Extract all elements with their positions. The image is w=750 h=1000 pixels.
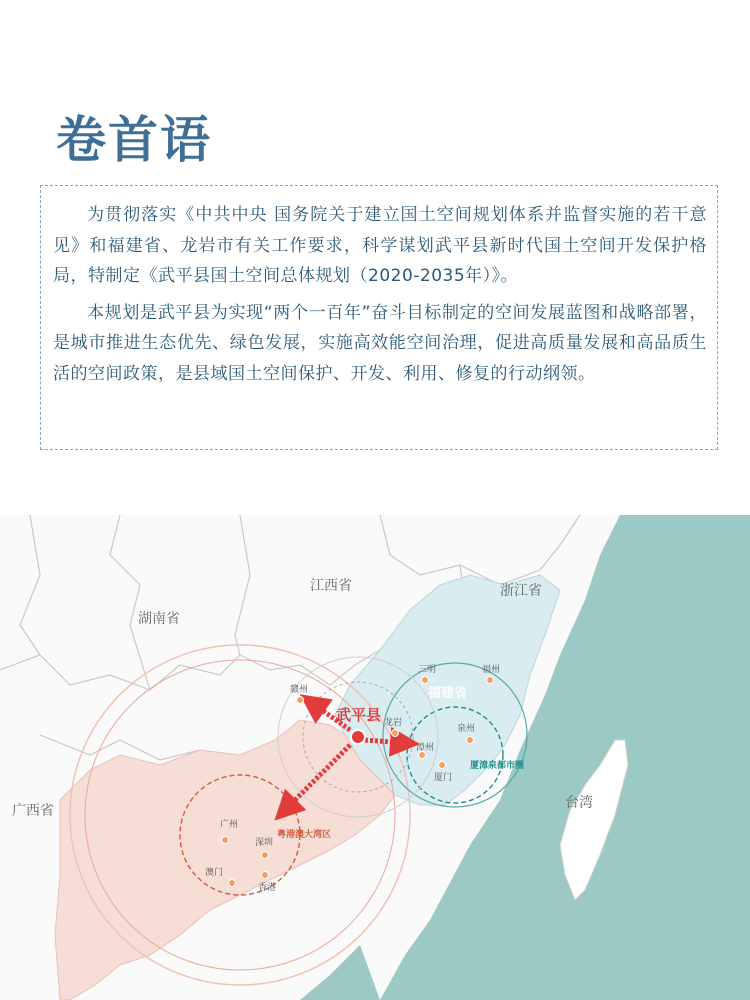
macau-dot [229, 880, 236, 887]
label-greater-bay: 粤港澳大湾区 [277, 830, 332, 840]
label-macau: 澳门 [205, 868, 224, 878]
foreword-paragraph-1: 为贯彻落实《中共中央 国务院关于建立国土空间规划体系并监督实施的若干意见》和福建省、龙岩市有关工作要求，科学谋划武平县新时代国土空间开发保护格局，特制定《武平县国土空间总体规划（2020-2035年）》。 [53, 205, 707, 286]
shenzhen-dot [262, 852, 269, 859]
sanming-dot [422, 677, 429, 684]
foreword-box [40, 185, 718, 450]
foreword-paragraph-2: 本规划是武平县为实现“两个一百年”奋斗目标制定的空间发展蓝图和战略部署，是城市推进生态优先、绿色发展，实施高效能空间治理，促进高质量发展和高品质生活的空间政策，是县域国土空间保护、开发、利用、修复的行动纲领。 [53, 302, 707, 384]
label-wuping: 武平县 [336, 706, 382, 724]
fuzhou-dot [487, 677, 494, 684]
label-hongkong: 香港 [258, 883, 277, 893]
longyan-dot [392, 730, 399, 737]
label-zhangzhou: 漳州 [416, 743, 435, 753]
label-hunan: 湖南省 [138, 611, 180, 627]
label-longyan: 龙岩 [384, 718, 403, 728]
label-sanming: 三明 [418, 665, 437, 675]
label-zhejiang: 浙江省 [500, 583, 542, 599]
label-taiwan: 台湾 [565, 795, 593, 811]
label-guangxi: 广西省 [12, 803, 54, 819]
regional-location-map [0, 515, 750, 1000]
label-xiamen: 厦门 [434, 773, 453, 783]
label-ganzhou: 赣州 [290, 685, 309, 695]
label-xiazhangquan: 厦漳泉都市圈 [470, 761, 525, 771]
xiamen-dot [439, 762, 446, 769]
wuping-marker [351, 730, 365, 744]
label-shenzhen: 深圳 [255, 838, 274, 848]
label-jiangxi: 江西省 [310, 578, 352, 594]
label-guangzhou: 广州 [220, 820, 239, 830]
label-quanzhou: 泉州 [457, 724, 476, 734]
quanzhou-dot [467, 737, 474, 744]
label-fujian: 福建省 [428, 686, 468, 701]
page-title: 卷首语 [56, 111, 212, 169]
ganzhou-dot [297, 697, 304, 704]
hongkong-dot [262, 872, 269, 879]
label-fuzhou: 福州 [482, 665, 501, 675]
guangzhou-dot [222, 837, 229, 844]
